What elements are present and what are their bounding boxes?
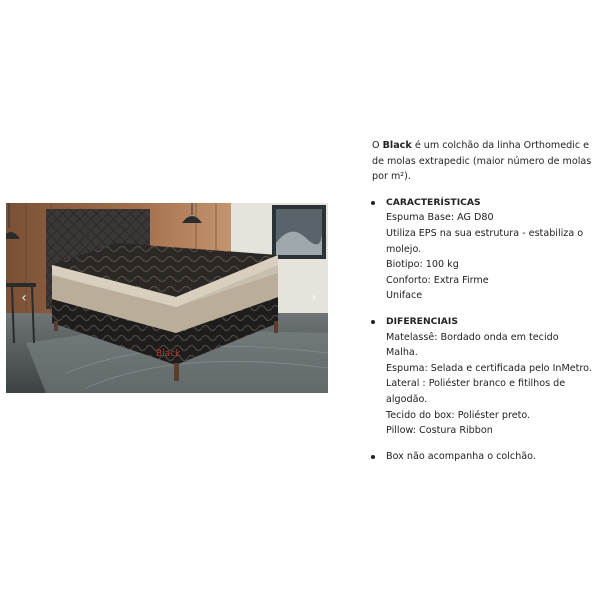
spec-line: Lateral : Poliéster branco e fitilhos de algodão. bbox=[386, 378, 566, 405]
spec-line: Box não acompanha o colchão. bbox=[386, 450, 536, 462]
brand-label: Black bbox=[156, 349, 181, 359]
chevron-left-icon[interactable]: ‹ bbox=[21, 290, 27, 306]
intro-pre: O bbox=[372, 140, 383, 151]
spec-line: Biotipo: 100 kg bbox=[386, 259, 459, 271]
spec-line: Conforto: Extra Firme bbox=[386, 274, 489, 286]
chevron-right-icon[interactable]: › bbox=[311, 290, 317, 306]
spec-line: Matelassê: Bordado onda em tecido Malha. bbox=[386, 331, 559, 359]
section-diferenciais bbox=[372, 314, 592, 439]
product-image-carousel[interactable] bbox=[6, 203, 328, 393]
spec-line: Tecido do box: Poliéster preto. bbox=[386, 409, 531, 421]
section-title: CARACTERÍSTICAS bbox=[386, 196, 481, 208]
spec-sections bbox=[372, 195, 592, 465]
intro-brand: Black bbox=[382, 140, 412, 151]
section-caracteristicas bbox=[372, 195, 592, 304]
section-title: DIFERENCIAIS bbox=[386, 315, 458, 327]
spec-line: Espuma: Selada e certificada pelo InMetro. bbox=[386, 362, 592, 374]
spec-line: Uniface bbox=[386, 290, 423, 302]
product-description bbox=[372, 138, 592, 474]
section-box-note bbox=[372, 449, 592, 465]
spec-line: Pillow: Costura Ribbon bbox=[386, 425, 493, 437]
spec-line: Espuma Base: AG D80 bbox=[386, 212, 494, 224]
mattress-photo bbox=[6, 203, 328, 393]
intro-post: é um colchão da linha Orthomedic e de molas extrapedic (maior número de molas por m²). bbox=[372, 140, 592, 183]
intro-paragraph bbox=[372, 138, 592, 185]
spec-line: Utiliza EPS na sua estrutura - estabiliza o molejo. bbox=[386, 227, 584, 255]
